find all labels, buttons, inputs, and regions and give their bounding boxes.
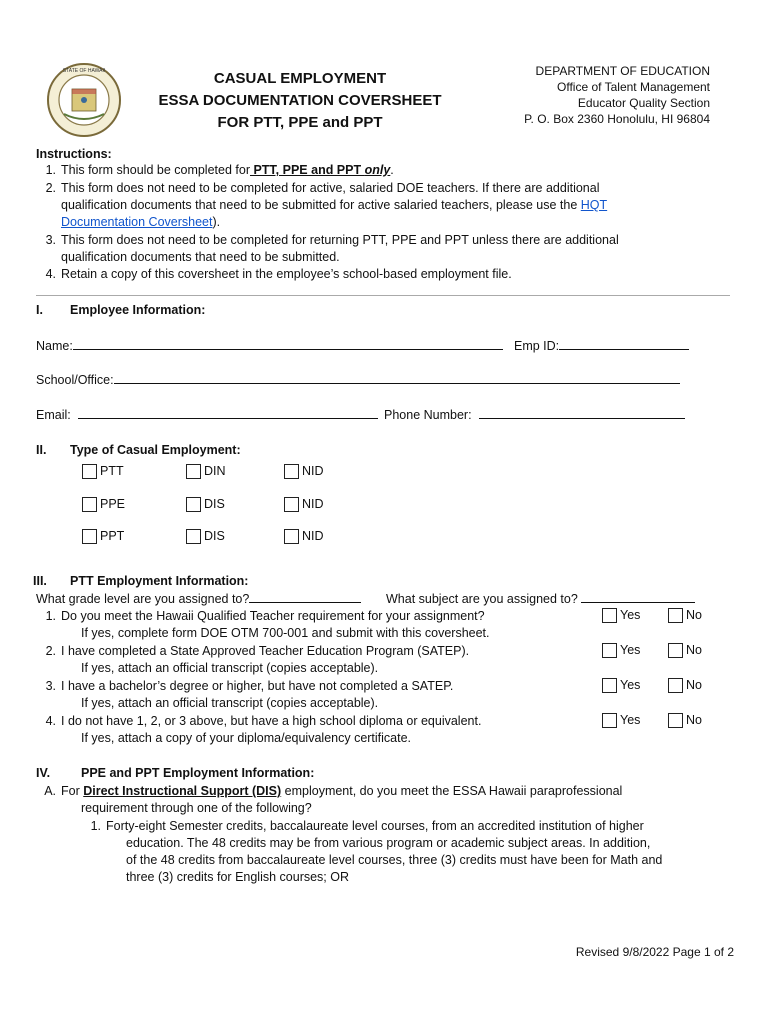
title-line-2: ESSA DOCUMENTATION COVERSHEET: [158, 92, 442, 109]
instruction-text: .: [390, 163, 394, 177]
checkbox[interactable]: [602, 608, 617, 623]
checkbox[interactable]: [668, 643, 683, 658]
checkbox[interactable]: [82, 529, 97, 544]
option-label: DIS: [204, 529, 225, 543]
title-line-3: FOR PTT, PPE and PPT: [217, 114, 383, 131]
checkbox[interactable]: [668, 678, 683, 693]
section-4-number: IV.: [36, 766, 51, 780]
ptt-question-4-note: If yes, attach a copy of your diploma/equivalency certificate.: [81, 731, 412, 745]
instruction-4: [36, 266, 512, 283]
option-label: DIS: [204, 497, 225, 511]
email-row: [36, 407, 378, 424]
email-field[interactable]: [78, 407, 378, 419]
dept-line-2: Office of Talent Management: [557, 80, 710, 94]
checkbox[interactable]: [284, 529, 299, 544]
option-label: PPE: [100, 497, 126, 511]
question-text: I do not have 1, 2, or 3 above, but have a high school diploma or equivalent.: [61, 714, 482, 728]
instruction-text: qualification documents that need to be submitted for active salaried teachers, please use the: [61, 198, 581, 212]
empid-field[interactable]: [559, 338, 689, 350]
name-row: [36, 338, 503, 355]
checkbox[interactable]: [186, 497, 201, 512]
option-label: NID: [302, 529, 324, 543]
question-text: For: [61, 784, 84, 798]
yes-label: Yes: [620, 643, 641, 657]
checkbox[interactable]: [668, 608, 683, 623]
question-text: employment, do you meet the ESSA Hawaii paraprofessional: [281, 784, 623, 798]
q4-yes[interactable]: [602, 713, 640, 728]
option-dis-2[interactable]: [186, 529, 225, 544]
checkbox[interactable]: [602, 678, 617, 693]
option-ppe[interactable]: [82, 497, 125, 512]
checkbox[interactable]: [668, 713, 683, 728]
school-label: School/Office:: [36, 373, 114, 387]
form-title: [140, 68, 460, 134]
hawaii-state-seal: [46, 62, 122, 138]
ptt-question-3: [36, 678, 453, 695]
instructions-heading: Instructions:: [36, 147, 112, 161]
ptt-question-4: [36, 713, 481, 730]
option-label: DIN: [204, 464, 226, 478]
instruction-2-line-3: [61, 214, 220, 231]
phone-label: Phone Number:: [384, 408, 476, 422]
title-line-1: CASUAL EMPLOYMENT: [213, 70, 387, 87]
instruction-1: [36, 162, 394, 179]
option-nid-1[interactable]: [284, 464, 324, 479]
option-din[interactable]: [186, 464, 226, 479]
instruction-3-line-2: qualification documents that need to be submitted.: [61, 250, 340, 264]
checkbox[interactable]: [82, 497, 97, 512]
q3-yes[interactable]: [602, 678, 640, 693]
q1-yes[interactable]: [602, 608, 640, 623]
instruction-2-line-2: [61, 197, 607, 214]
section-2-title: Type of Casual Employment:: [70, 443, 241, 457]
question-text: I have completed a State Approved Teacher Education Program (SATEP).: [61, 644, 470, 658]
instruction-number: 1.: [45, 163, 56, 177]
section-3-title: PTT Employment Information:: [70, 574, 249, 588]
email-label: Email:: [36, 408, 75, 422]
instruction-emphasis-only: only: [364, 163, 391, 177]
checkbox[interactable]: [186, 529, 201, 544]
school-row: [36, 372, 680, 389]
question-number: 2.: [45, 644, 56, 658]
instruction-3: [36, 232, 619, 249]
subject-field[interactable]: [581, 591, 695, 603]
ppe-question-a: [36, 783, 622, 800]
hqt-link[interactable]: HQT: [580, 198, 608, 212]
section-4-title: PPE and PPT Employment Information:: [81, 766, 315, 780]
instruction-number: 4.: [45, 267, 56, 281]
grade-row: [36, 591, 361, 608]
page-footer: Revised 9/8/2022 Page 1 of 2: [575, 945, 734, 959]
option-dis-1[interactable]: [186, 497, 225, 512]
checkbox[interactable]: [82, 464, 97, 479]
yes-label: Yes: [620, 608, 641, 622]
divider: [36, 295, 730, 296]
q1-no[interactable]: [668, 608, 702, 623]
name-field[interactable]: [73, 338, 503, 350]
q2-yes[interactable]: [602, 643, 640, 658]
checkbox[interactable]: [284, 497, 299, 512]
instruction-number: 2.: [45, 181, 56, 195]
ptt-question-2: [36, 643, 469, 660]
dis-emphasis: Direct Instructional Support (DIS): [83, 784, 282, 798]
subject-question: What subject are you assigned to?: [386, 592, 578, 606]
option-text: Forty-eight Semester credits, baccalaureate level courses, from an accredited institution of higher: [106, 819, 644, 833]
section-2-number: II.: [36, 443, 47, 457]
checkbox[interactable]: [602, 713, 617, 728]
section-1-title: Employee Information:: [70, 303, 206, 317]
q2-no[interactable]: [668, 643, 702, 658]
ppe-option-1-line-3: of the 48 credits from baccalaureate level courses, three (3) credits must have been for Math and: [126, 853, 663, 867]
dept-line-4: P. O. Box 2360 Honolulu, HI 96804: [524, 112, 710, 126]
instruction-number: 3.: [45, 233, 56, 247]
option-nid-3[interactable]: [284, 529, 324, 544]
ppe-option-1-line-4: three (3) credits for English courses; OR: [126, 870, 349, 884]
instruction-text: ).: [212, 215, 221, 229]
section-1-number: I.: [36, 303, 43, 317]
option-nid-2[interactable]: [284, 497, 324, 512]
ptt-question-1-note: If yes, complete form DOE OTM 700-001 and submit with this coversheet.: [81, 626, 490, 640]
question-number: 3.: [45, 679, 56, 693]
ptt-question-2-note: If yes, attach an official transcript (copies acceptable).: [81, 661, 379, 675]
ppe-question-a-line-2: requirement through one of the following?: [81, 801, 312, 815]
empid-row: [514, 338, 689, 355]
department-address: [524, 63, 710, 127]
ppe-option-1-line-2: education. The 48 credits may be from various program or academic subject areas. In addition,: [126, 836, 651, 850]
ppe-option-1: [81, 818, 644, 835]
checkbox[interactable]: [284, 464, 299, 479]
yes-label: Yes: [620, 678, 641, 692]
phone-row: [384, 407, 685, 424]
hqt-coversheet-link[interactable]: Documentation Coversheet: [61, 215, 213, 229]
question-letter: A.: [44, 784, 56, 798]
option-number: 1.: [90, 819, 101, 833]
no-label: No: [686, 608, 702, 622]
ptt-question-1: [36, 608, 485, 625]
instruction-text: This form does not need to be completed for returning PTT, PPE and PPT unless there are additional: [61, 233, 619, 247]
instruction-text: This form does not need to be completed for active, salaried DOE teachers. If there are additional: [61, 181, 600, 195]
option-label: NID: [302, 464, 324, 478]
instruction-emphasis: PTT, PPE and PPT: [249, 163, 365, 177]
option-ppt[interactable]: [82, 529, 124, 544]
q3-no[interactable]: [668, 678, 702, 693]
seal-text: STATE OF HAWAII: [62, 68, 106, 74]
question-text: I have a bachelor’s degree or higher, but have not completed a SATEP.: [61, 679, 454, 693]
no-label: No: [686, 678, 702, 692]
instruction-text: Retain a copy of this coversheet in the employee’s school-based employment file.: [61, 267, 512, 281]
q4-no[interactable]: [668, 713, 702, 728]
phone-field[interactable]: [479, 407, 685, 419]
empid-label: Emp ID:: [514, 339, 560, 353]
no-label: No: [686, 713, 702, 727]
question-text: Do you meet the Hawaii Qualified Teacher requirement for your assignment?: [61, 609, 485, 623]
instruction-text: This form should be completed for: [61, 163, 250, 177]
question-number: 4.: [45, 714, 56, 728]
section-3-number: III.: [33, 574, 47, 588]
option-label: NID: [302, 497, 324, 511]
school-field[interactable]: [114, 372, 680, 384]
grade-field[interactable]: [249, 591, 361, 603]
option-label: PTT: [100, 464, 124, 478]
no-label: No: [686, 643, 702, 657]
checkbox[interactable]: [186, 464, 201, 479]
name-label: Name:: [36, 339, 73, 353]
option-ptt[interactable]: [82, 464, 124, 479]
yes-label: Yes: [620, 713, 641, 727]
grade-question: What grade level are you assigned to?: [36, 592, 250, 606]
subject-row: [386, 591, 695, 608]
option-label: PPT: [100, 529, 125, 543]
dept-line-1: DEPARTMENT OF EDUCATION: [535, 64, 710, 78]
question-number: 1.: [45, 609, 56, 623]
ptt-question-3-note: If yes, attach an official transcript (copies acceptable).: [81, 696, 379, 710]
checkbox[interactable]: [602, 643, 617, 658]
instruction-2: [36, 180, 599, 197]
dept-line-3: Educator Quality Section: [577, 96, 710, 110]
